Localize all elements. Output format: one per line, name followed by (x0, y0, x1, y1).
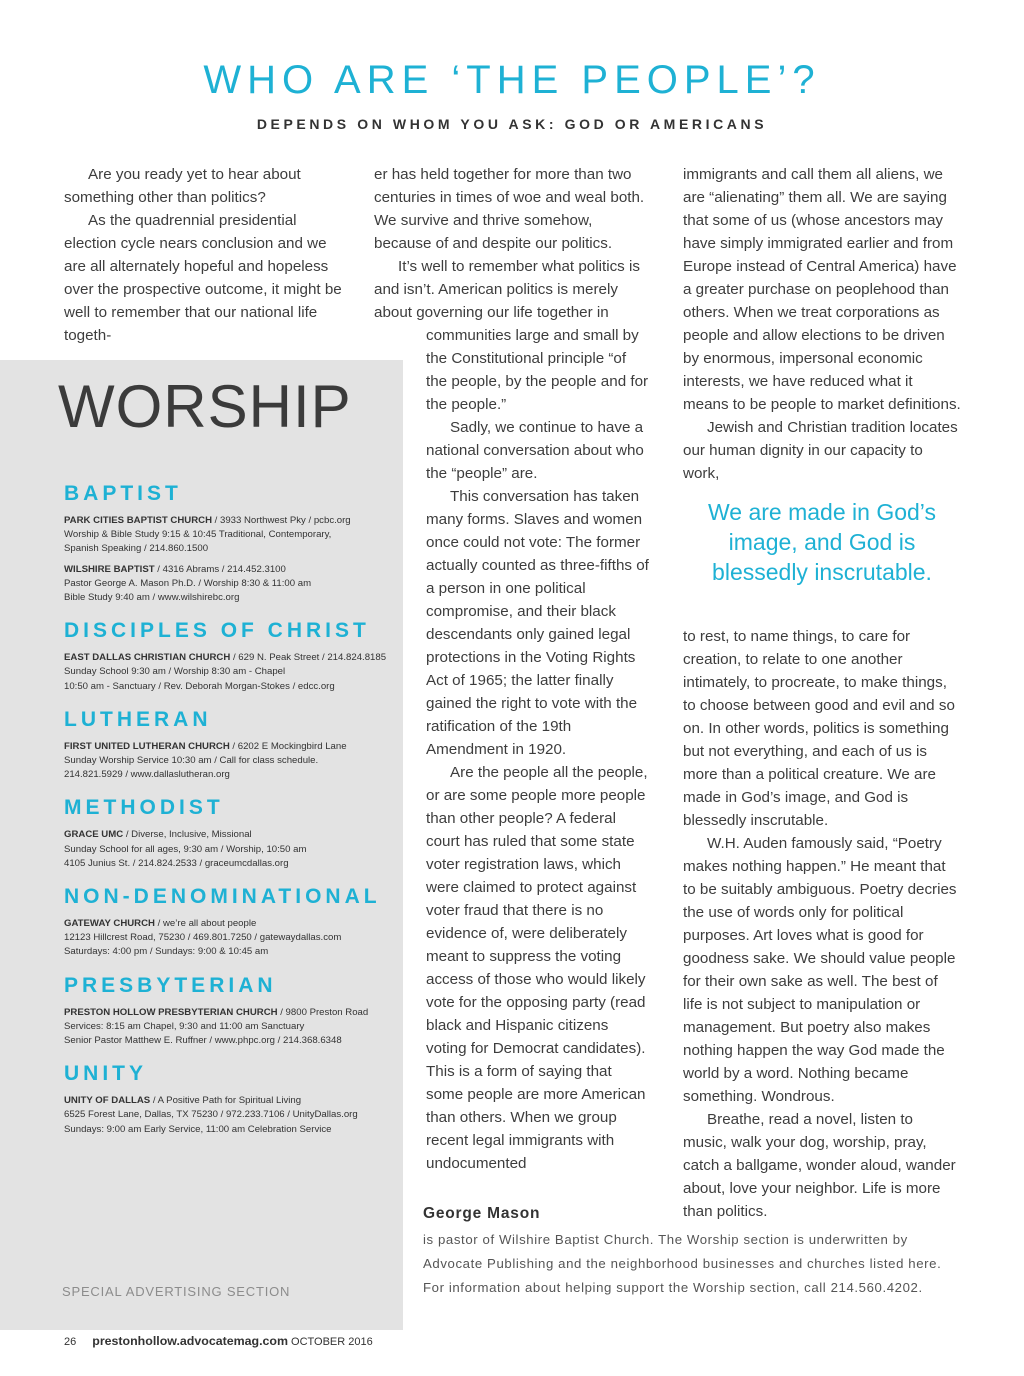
church-listing (64, 651, 394, 694)
church-line: / 629 N. Peak Street / 214.824.8185 (230, 652, 387, 664)
denomination-heading: BAPTIST (64, 482, 182, 505)
church-line: 4105 Junius St. / 214.824.2533 / graceumcdallas.org (64, 857, 289, 869)
church-line: / 9800 Preston Road (277, 1006, 369, 1018)
church-line: 214.821.5929 / www.dallaslutheran.org (64, 769, 230, 781)
church-line: Sunday School 9:30 am / Worship 8:30 am - Chapel (64, 666, 286, 678)
church-line: Services: 8:15 am Chapel, 9:30 and 11:00 am Sanctuary (64, 1020, 305, 1032)
paragraph: W.H. Auden famously said, “Poetry makes nothing happen.” He meant that to be suitably ambiguous. Poetry decries the use of words only for political purposes. Art loves what is good for goodness sake. We should value people for their own sake as well. The best of life is not subject to manipulation or management. But poetry also makes nothing happen the way God made the world by a word. Nothing became something. Wondrous. (683, 835, 957, 1105)
author-bio (423, 1202, 963, 1300)
church-line: 12123 Hillcrest Road, 75230 / 469.801.7250 / gatewaydallas.com (64, 932, 342, 944)
paragraph: Sadly, we continue to have a national conversation about who the “people” are. (426, 419, 644, 482)
church-name: FIRST UNITED LUTHERAN CHURCH (64, 740, 230, 752)
church-listing (64, 1094, 394, 1137)
denomination-unity (64, 1062, 394, 1137)
denomination-heading: PRESBYTERIAN (64, 973, 277, 997)
church-name: GRACE UMC (64, 829, 124, 841)
paragraph: Are the people all the people, or are some people more people than other people? A federal court has ruled that some state voter registration laws, which were claimed to protect against voter fraud that there is no evidence of, were deliberately meant to suppress the voting access of those who would likely vote for the opposing party (read black and Hispanic citizens voting for Democrat candidates). This is a form of saying that some people are more American than others. When we group recent legal immigrants with undocumented (426, 764, 648, 1172)
denomination-presbyterian (64, 974, 394, 1049)
church-line: Sundays: 9:00 am Early Service, 11:00 am Celebration Service (64, 1123, 332, 1135)
article-headline: WHO ARE ‘THE PEOPLE’? (203, 58, 821, 102)
denomination-heading: UNITY (64, 1062, 147, 1086)
paragraph: Breathe, read a novel, listen to music, walk your dog, worship, pray, catch a ballgame, wonder aloud, wander about, love your neighbor. Life is more than politics. (683, 1111, 956, 1220)
church-name: WILSHIRE BAPTIST (64, 563, 155, 575)
church-line: / 6202 E Mockingbird Lane (229, 740, 347, 752)
denomination-heading: NON-DENOMINATIONAL (64, 885, 381, 909)
article-subhead: DEPENDS ON WHOM YOU ASK: GOD OR AMERICANS (256, 116, 768, 132)
paragraph: Are you ready yet to hear about something other than politics? (64, 166, 301, 206)
denomination-heading: DISCIPLES OF CHRIST (64, 619, 370, 643)
church-line: Worship & Bible Study 9:15 & 10:45 Traditional, Contemporary, (64, 529, 332, 541)
author-bio-text: is pastor of Wilshire Baptist Church. The Worship section is underwritten by Advocate Publishing and the neighborhood businesses and churches listed here. For information about helping support the Worship section, call 214.560.4202. (423, 1232, 942, 1295)
paragraph: communities large and small by the Constitutional principle “of the people, by the people and for the people.” (426, 327, 649, 413)
denomination-baptist (64, 482, 394, 605)
church-name: PARK CITIES BAPTIST CHURCH (64, 515, 212, 526)
church-line: Pastor George A. Mason Ph.D. / Worship 8:30 & 11:00 am (64, 577, 312, 589)
church-listing (64, 740, 394, 783)
special-section-label: SPECIAL ADVERTISING SECTION (62, 1284, 291, 1299)
church-listing (64, 563, 394, 606)
church-name: GATEWAY CHURCH (64, 918, 155, 930)
paragraph: This conversation has taken many forms. Slaves and women once could not vote: The former actually counted as three-fifths of a person in one political compromise, and their black descendants only gained legal protections in the Voting Rights Act of 1965; the latter finally gained the right to vote with the ratification of the 19th Amendment in 1920. (426, 488, 649, 758)
denomination-non-denominational (64, 885, 394, 960)
paragraph: er has held together for more than two centuries in times of woe and weal both. We survive and thrive somehow, because of and despite our politics. (374, 166, 645, 252)
church-listing (64, 917, 394, 960)
worship-title: WORSHIP (58, 373, 352, 440)
church-line: / Diverse, Inclusive, Missional (123, 829, 252, 841)
page-footer (64, 1334, 373, 1348)
worship-directory (64, 482, 394, 1151)
church-line: 10:50 am - Sanctuary / Rev. Deborah Morgan-Stokes / edcc.org (64, 680, 335, 692)
church-line: / A Positive Path for Spiritual Living (150, 1095, 302, 1107)
church-line: Saturdays: 4:00 pm / Sundays: 9:00 & 10:45 am (64, 946, 269, 958)
denomination-lutheran (64, 708, 394, 783)
church-line: Bible Study 9:40 am / www.wilshirebc.org (64, 592, 240, 604)
church-line: / 4316 Abrams / 214.452.3100 (154, 563, 286, 575)
church-name: PRESTON HOLLOW PRESBYTERIAN CHURCH (64, 1006, 278, 1018)
church-line: Sunday Worship Service 10:30 am / Call for class schedule. (64, 755, 319, 767)
paragraph: immigrants and call them all aliens, we are “alienating” them all. We are saying that some of us (whose ancestors may have simply immigrated earlier and from Europe instead of Central America) have a greater purchase on peoplehood than others. When we treat corporations as people and allow elections to be driven by enormous, impersonal economic interests, we have reduced what it means to be people to market definitions. (683, 166, 961, 413)
paragraph: As the quadrennial presidential election cycle nears conclusion and we are all alternately hopeful and hopeless over the prospective outcome, it might be well to remember that our national life togeth- (64, 212, 342, 344)
page-number: 26 (64, 1336, 77, 1348)
denomination-disciples-of-christ (64, 619, 394, 694)
denomination-methodist (64, 796, 394, 871)
church-line: Sunday School for all ages, 9:30 am / Worship, 10:50 am (64, 843, 307, 855)
church-line: / 3933 Northwest Pky / pcbc.org (212, 515, 351, 526)
body-column-2 (374, 163, 650, 1175)
church-line: Spanish Speaking / 214.860.1500 (64, 543, 209, 555)
body-column-3-bottom (683, 625, 961, 1223)
denomination-heading: METHODIST (64, 796, 224, 820)
body-column-2-narrow (426, 324, 650, 1175)
church-line: / we’re all about people (154, 918, 257, 930)
paragraph: to rest, to name things, to care for creation, to relate to one another intimately, to procreate, to make things, to choose between good and evil and so on. In other words, politics is something but not everything, and each of us is more than a political creature. We are made in God’s image, and God is blessedly inscrutable. (683, 628, 955, 829)
body-column-1 (64, 163, 344, 347)
author-name: George Mason (423, 1205, 541, 1222)
church-name: EAST DALLAS CHRISTIAN CHURCH (64, 652, 231, 664)
body-column-3-top (683, 163, 961, 485)
church-listing (64, 828, 394, 871)
church-listing (64, 1006, 394, 1049)
site-url: prestonhollow.advocatemag.com (92, 1334, 289, 1348)
paragraph: It’s well to remember what politics is and isn’t. American politics is merely about governing our life together in (374, 258, 640, 321)
church-line: 6525 Forest Lane, Dallas, TX 75230 / 972.233.7106 / UnityDallas.org (64, 1109, 358, 1121)
church-name: UNITY OF DALLAS (64, 1095, 151, 1107)
denomination-heading: LUTHERAN (64, 707, 212, 731)
issue-date: OCTOBER 2016 (291, 1336, 373, 1348)
church-line: Senior Pastor Matthew E. Ruffner / www.phpc.org / 214.368.6348 (64, 1035, 342, 1047)
paragraph: Jewish and Christian tradition locates our human dignity in our capacity to work, (683, 419, 958, 482)
pull-quote: We are made in God’s image, and God is blessedly inscrutable. (708, 499, 936, 585)
church-listing (64, 514, 394, 557)
